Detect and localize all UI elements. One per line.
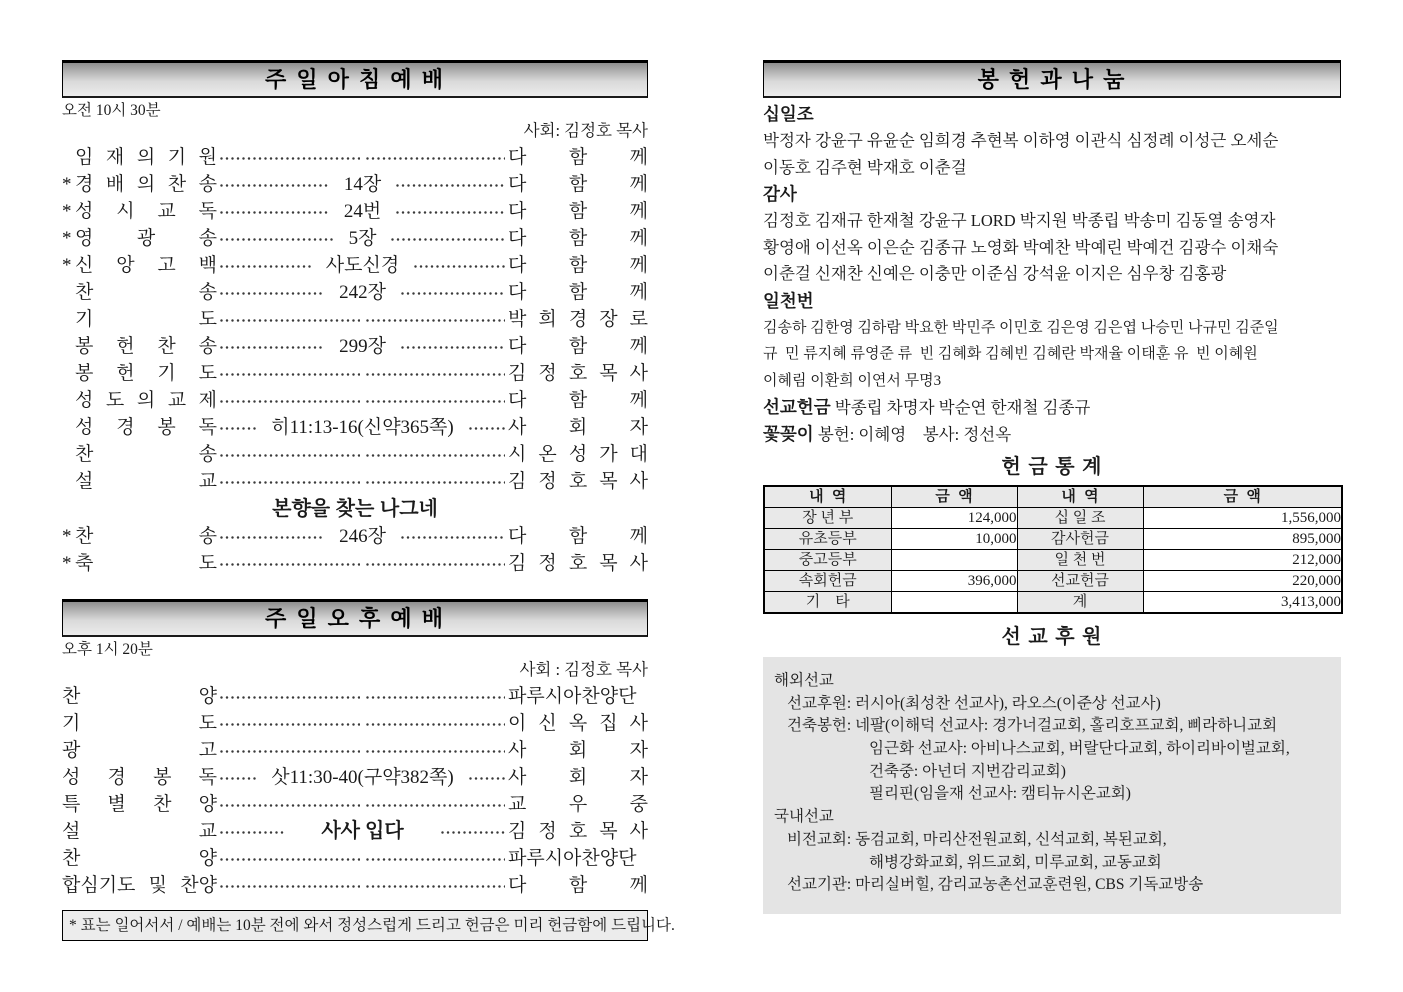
mission-offering-line — [763, 394, 1341, 421]
dot-leader — [220, 885, 360, 888]
service-item — [62, 252, 648, 279]
stat-amount: 10,000 — [891, 529, 1017, 550]
mission-line: 임근화 선교사: 아비나스교회, 버랄단다교회, 하이리바이벌교회, — [869, 740, 1290, 758]
item-value: 5장 — [348, 228, 377, 249]
mission-line: 국내선교 — [774, 808, 834, 826]
afternoon-service-header-bar: 주 일 오 후 예 배 — [62, 599, 648, 637]
column-header: 내 역 — [764, 486, 891, 508]
dot-leader — [366, 885, 506, 888]
stat-amount: 220,000 — [1143, 571, 1342, 592]
thanksgiving-names: 김정호 김재규 한재철 강윤구 LORD 박지원 박종립 박송미 김동열 송영자 — [763, 211, 1276, 230]
stat-label: 중고등부 — [764, 550, 891, 571]
dot-leader — [220, 563, 360, 566]
column-header: 금 액 — [891, 486, 1017, 508]
thousand-prayer-names-group — [763, 315, 1341, 395]
dot-leader — [366, 563, 506, 566]
morning-service-moderator: 사회: 김정호 목사 — [523, 121, 648, 140]
dot-leader — [220, 292, 324, 295]
thousand-prayer-names: 규 민 류지혜 류영준 류 빈 김혜화 김혜빈 김혜란 박재율 이태훈 유 빈 이혜원 — [763, 346, 1258, 362]
service-item — [62, 441, 648, 468]
stat-label: 일 천 번 — [1017, 550, 1143, 571]
item-label: 기 도 — [75, 309, 217, 330]
column-header: 금 액 — [1143, 486, 1342, 508]
mission-offering-names: 박종립 차명자 박순연 한재철 김종규 — [830, 398, 1091, 417]
item-label: 성 도 의 교 제 — [75, 390, 217, 411]
dot-leader — [396, 184, 505, 187]
item-label: 봉 헌 기 도 — [75, 363, 217, 384]
item-person: 김 정 호 목 사 — [508, 471, 648, 492]
mission-offering-heading: 선교헌금 — [763, 397, 831, 417]
service-item — [62, 171, 648, 198]
column-header: 내 역 — [1017, 486, 1143, 508]
service-item — [62, 387, 648, 414]
item-person: 다 함 께 — [508, 147, 648, 168]
dot-leader — [220, 400, 360, 403]
table-row — [764, 571, 1342, 592]
dot-leader — [220, 184, 329, 187]
dot-leader — [220, 481, 360, 484]
mission-line: 필리핀(임을재 선교사: 캠티뉴시온교회) — [869, 785, 1131, 803]
standing-marker: * — [62, 201, 72, 222]
item-person: 다 함 께 — [508, 282, 649, 303]
offering-stats-table — [763, 485, 1343, 614]
service-item — [62, 414, 648, 441]
service-item — [62, 279, 648, 306]
offering-stats-title: 헌 금 통 계 — [1001, 456, 1103, 478]
dot-leader — [366, 454, 506, 457]
service-item — [62, 764, 648, 791]
table-header-row — [764, 486, 1342, 508]
item-label: 경 배 의 찬 송 — [75, 174, 217, 195]
stat-label: 계 — [1017, 592, 1143, 614]
mission-line: 건축봉헌: 네팔(이해덕 선교사: 경가너걸교회, 홀리호프교회, 삐라하니교회 — [787, 717, 1278, 735]
offering-header-bar: 봉 헌 과 나 눔 — [763, 60, 1341, 98]
dot-leader — [220, 157, 360, 160]
service-item — [62, 845, 648, 872]
item-value: 사도신경 — [325, 255, 400, 276]
dot-leader — [366, 804, 506, 807]
dot-leader — [401, 536, 505, 539]
item-person: 다 함 께 — [508, 390, 648, 411]
dot-leader — [220, 454, 360, 457]
stat-amount — [891, 550, 1017, 571]
item-label: 찬 양 — [62, 686, 217, 707]
dot-leader — [366, 723, 506, 726]
item-label: 찬 양 — [62, 848, 217, 869]
service-item — [62, 225, 648, 252]
stat-label: 유초등부 — [764, 529, 891, 550]
item-label: 축 도 — [75, 553, 217, 574]
service-item — [62, 198, 648, 225]
item-person: 이 신 옥 집 사 — [508, 713, 648, 734]
stat-amount: 396,000 — [891, 571, 1017, 592]
item-label: 찬 송 — [75, 282, 217, 303]
standing-marker: * — [62, 174, 72, 195]
stat-label: 선교헌금 — [1017, 571, 1143, 592]
stat-amount: 895,000 — [1143, 529, 1342, 550]
mission-line: 해병강화교회, 위드교회, 미루교회, 교동교회 — [869, 853, 1162, 871]
dot-leader — [220, 804, 360, 807]
thanksgiving-names: 이춘걸 신재찬 신예은 이충만 이준심 강석윤 이지은 심우창 김홍광 — [763, 264, 1227, 283]
mission-line: 선교후원: 러시아(최성찬 선교사), 라오스(이준상 선교사) — [787, 694, 1161, 712]
dot-leader — [220, 346, 324, 349]
mission-line: 건축중: 아넌더 지번감리교회) — [869, 762, 1066, 780]
dot-leader — [401, 292, 505, 295]
table-row — [764, 529, 1342, 550]
mission-support-box — [763, 657, 1341, 914]
service-item — [62, 550, 648, 577]
service-item — [62, 683, 648, 710]
afternoon-service-time: 오후 1시 20분 — [62, 641, 153, 658]
item-label: 찬 송 — [75, 526, 217, 547]
item-label: 영 광 송 — [75, 228, 217, 249]
item-person: 사 회 자 — [508, 417, 649, 438]
dot-leader — [220, 238, 334, 241]
dot-leader — [469, 427, 505, 430]
mission-support-title: 선 교 후 원 — [1001, 626, 1103, 648]
dot-leader — [366, 157, 506, 160]
dot-leader — [220, 319, 360, 322]
item-value: 삿11:30-40(구약382쪽) — [271, 767, 454, 788]
stat-label: 장 년 부 — [764, 508, 891, 529]
dot-leader — [366, 481, 506, 484]
table-row — [764, 592, 1342, 614]
dot-leader — [220, 265, 311, 268]
dot-leader — [220, 211, 329, 214]
stat-label: 기 타 — [764, 592, 891, 614]
stat-amount — [891, 592, 1017, 614]
item-value: 14장 — [343, 174, 382, 195]
item-label: 설 교 — [75, 471, 217, 492]
dot-leader — [469, 777, 505, 780]
item-person: 교 우 중 — [508, 794, 648, 815]
item-person: 다 함 께 — [508, 174, 649, 195]
dot-leader — [220, 696, 360, 699]
dot-leader — [220, 373, 360, 376]
item-value: 299장 — [339, 336, 386, 357]
service-item — [62, 468, 648, 495]
service-item — [62, 523, 648, 550]
item-person: 사 회 자 — [508, 740, 648, 761]
item-person: 김 정 호 목 사 — [508, 363, 648, 384]
item-label: 성 경 봉 독 — [75, 417, 217, 438]
left-column — [62, 60, 675, 941]
afternoon-service-moderator: 사회 : 김정호 목사 — [519, 660, 648, 679]
flower-offering-names: 봉헌: 이혜영 봉사: 정선옥 — [813, 425, 1012, 444]
dot-leader — [220, 750, 360, 753]
sermon-title-inline: 사사 입다 — [321, 820, 404, 842]
item-label: 합심기도 및 찬양 — [62, 875, 217, 896]
item-label: 설 교 — [62, 821, 217, 842]
standing-instruction-note: * 표는 일어서서 / 예배는 10분 전에 와서 정성스럽게 드리고 헌금은 미리 헌금함에 드립니다. — [62, 910, 648, 941]
dot-leader — [366, 373, 506, 376]
dot-leader — [414, 265, 505, 268]
dot-leader — [366, 858, 506, 861]
item-label: 임 재 의 기 원 — [75, 147, 217, 168]
dot-leader — [220, 536, 324, 539]
stat-amount: 124,000 — [891, 508, 1017, 529]
item-person: 다 함 께 — [508, 336, 649, 357]
dot-leader — [220, 831, 284, 834]
service-item — [62, 306, 648, 333]
stat-amount: 1,556,000 — [1143, 508, 1342, 529]
dot-leader — [220, 858, 360, 861]
flower-offering-heading: 꽃꽂이 — [763, 424, 814, 444]
service-item — [62, 360, 648, 387]
item-label: 성 경 봉 독 — [62, 767, 217, 788]
thanksgiving-names: 황영애 이선옥 이은순 김종규 노영화 박예찬 박예린 박예건 김광수 이채숙 — [763, 237, 1279, 257]
item-label: 찬 송 — [75, 444, 217, 465]
table-row — [764, 550, 1342, 571]
dot-leader — [401, 346, 505, 349]
stat-amount: 212,000 — [1143, 550, 1342, 571]
item-value: 242장 — [339, 282, 386, 303]
dot-leader — [366, 750, 506, 753]
standing-marker: * — [62, 526, 72, 547]
item-label: 봉 헌 찬 송 — [75, 336, 217, 357]
service-item — [62, 144, 648, 171]
dot-leader — [396, 211, 505, 214]
item-person: 파루시아찬양단 — [508, 686, 637, 707]
service-item — [62, 872, 648, 899]
tithe-heading: 십일조 — [763, 104, 814, 124]
mission-line: 해외선교 — [774, 672, 834, 689]
dot-leader — [220, 427, 256, 430]
stat-label: 속회헌금 — [764, 571, 891, 592]
item-label: 특 별 찬 양 — [62, 794, 217, 815]
service-item — [62, 818, 648, 845]
tithe-names: 이동호 김주현 박재호 이춘걸 — [763, 157, 967, 177]
service-item — [62, 333, 648, 360]
dot-leader — [366, 400, 506, 403]
stat-label: 감사헌금 — [1017, 529, 1143, 550]
stat-amount: 3,413,000 — [1143, 592, 1342, 614]
item-person: 다 함 께 — [508, 526, 649, 547]
morning-service-time: 오전 10시 30분 — [62, 102, 161, 119]
item-value: 24번 — [343, 201, 382, 222]
tithe-names: 박정자 강윤구 유윤순 임희경 추현복 이하영 이관식 심정례 이성근 오세순 — [763, 131, 1279, 150]
dot-leader — [391, 238, 505, 241]
flower-offering-line — [763, 421, 1341, 448]
dot-leader — [441, 831, 505, 834]
mission-line: 선교기관: 마리실버힐, 감리교농촌선교훈련원, CBS 기독교방송 — [787, 876, 1204, 894]
dot-leader — [366, 696, 506, 699]
item-person: 다 함 께 — [508, 228, 649, 249]
thousand-prayer-names: 이혜림 이환희 이연서 무명3 — [763, 372, 942, 389]
item-person: 박 희 경 장 로 — [508, 309, 648, 330]
item-person: 다 함 께 — [508, 875, 648, 896]
item-person: 다 함 께 — [508, 255, 649, 276]
service-item — [62, 710, 648, 737]
item-person: 사 회 자 — [508, 767, 649, 788]
item-value: 246장 — [339, 526, 386, 547]
item-label: 기 도 — [62, 713, 217, 734]
sermon-title: 본향을 찾는 나그네 — [272, 498, 438, 520]
stat-label: 십 일 조 — [1017, 508, 1143, 529]
service-item — [62, 737, 648, 764]
item-person: 파루시아찬양단 — [508, 848, 637, 869]
mission-line: 비전교회: 동검교회, 마리산전원교회, 신석교회, 복된교회, — [787, 830, 1167, 848]
item-person: 김 정 호 목 사 — [508, 553, 648, 574]
table-row — [764, 508, 1342, 529]
thousand-prayer-names: 김송하 김한영 김하람 박요한 박민주 이민호 김은영 김은엽 나승민 나규민 김준일 — [763, 319, 1279, 336]
item-person: 다 함 께 — [508, 201, 649, 222]
service-item — [62, 791, 648, 818]
dot-leader — [366, 319, 506, 322]
standing-marker: * — [62, 553, 72, 574]
morning-service-header-bar: 주 일 아 침 예 배 — [62, 60, 648, 98]
item-label: 신 앙 고 백 — [75, 255, 217, 276]
item-value: 히11:13-16(신약365쪽) — [271, 417, 454, 438]
item-person: 시 온 성 가 대 — [508, 444, 648, 465]
item-label: 성 시 교 독 — [75, 201, 217, 222]
item-label: 광 고 — [62, 740, 217, 761]
thanksgiving-heading: 감사 — [763, 184, 797, 204]
item-person: 김 정 호 목 사 — [508, 821, 648, 842]
dot-leader — [220, 723, 360, 726]
dot-leader — [220, 777, 256, 780]
right-column — [763, 60, 1341, 914]
standing-marker: * — [62, 228, 72, 249]
thousand-prayer-heading: 일천번 — [763, 290, 814, 311]
standing-marker: * — [62, 255, 72, 276]
